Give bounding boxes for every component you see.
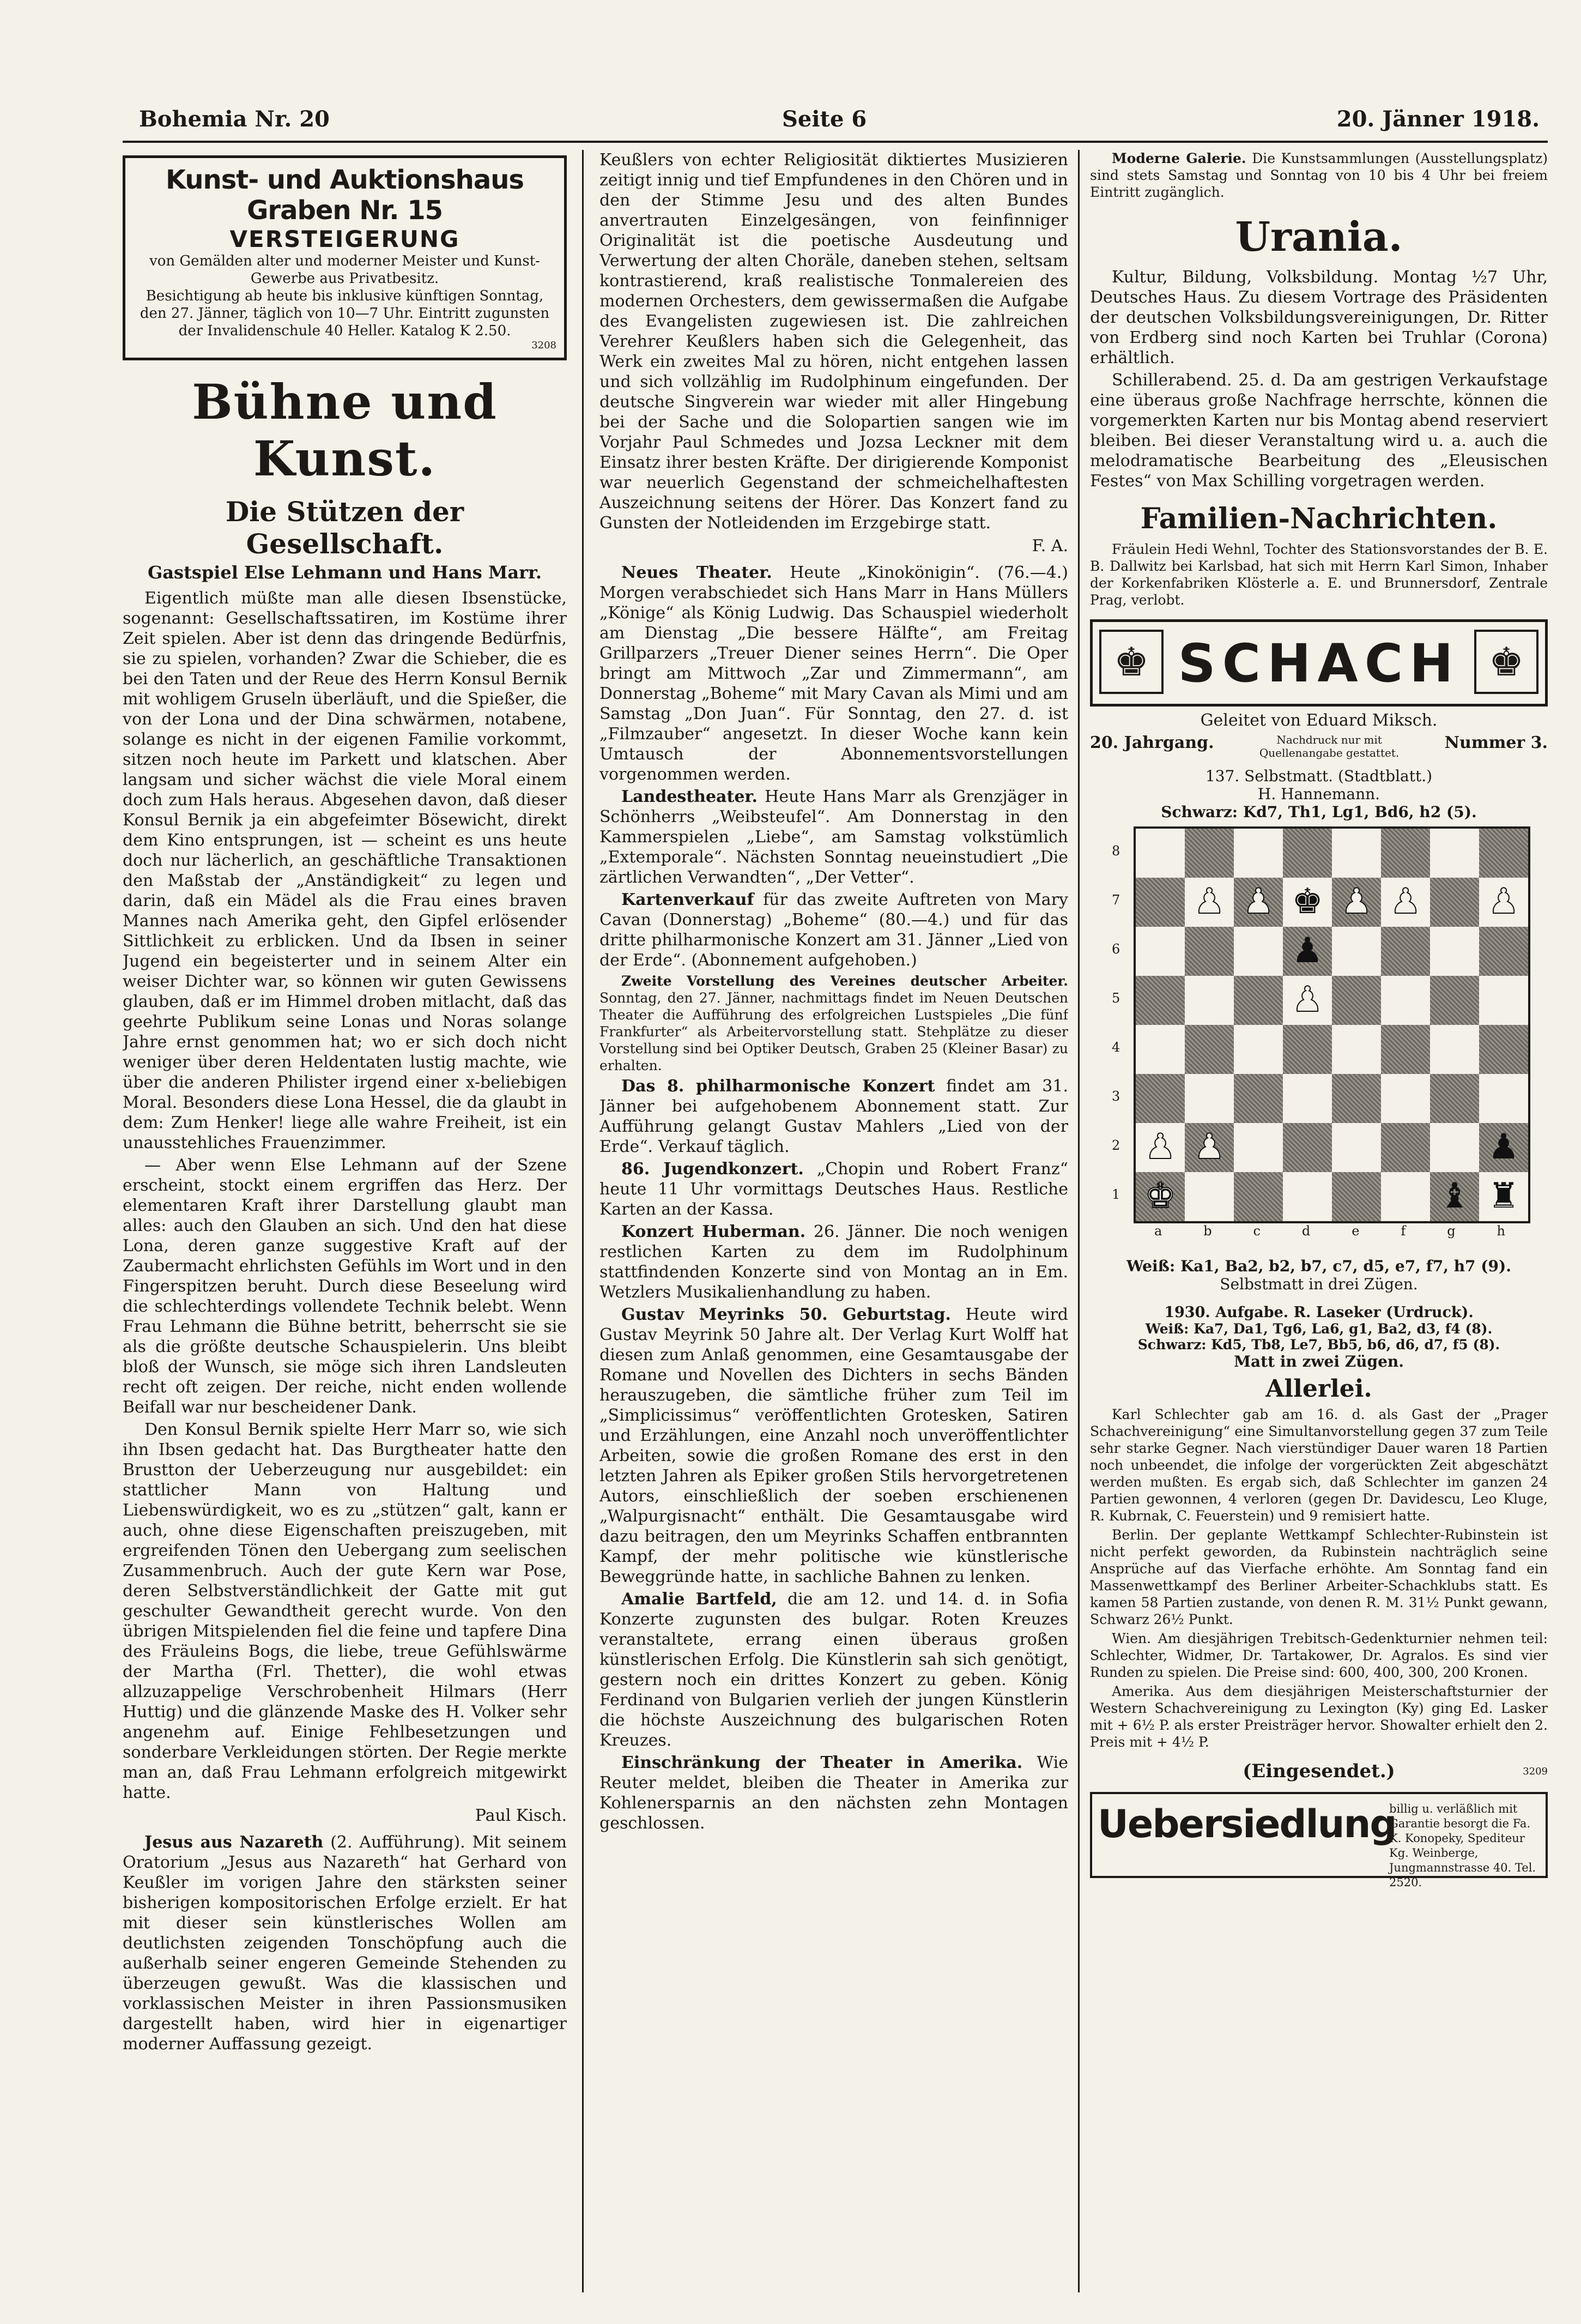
chess-rank-label: 2	[1112, 1138, 1120, 1153]
article-title: Die Stützen der Gesellschaft.	[225, 496, 464, 560]
urania-paragraph: Kultur, Bildung, Volksbildung. Montag ½7 Uhr, Deutsches Haus. Zu diesem Vortrage des Präsidenten der deutschen Volksbildungsvereinigungen, Dr. Ritter von Erdberg sind noch Karten bei Truhlar (Corona) erhältlich.	[1090, 268, 1548, 367]
eingesendet-line	[1090, 1760, 1548, 1782]
gallery-paragraph	[1090, 150, 1548, 201]
chess-square-d6	[1283, 927, 1332, 976]
article-signature: Paul Kisch.	[475, 1806, 567, 1825]
chess-square-f2	[1381, 1123, 1430, 1172]
chess-file-label: h	[1497, 1223, 1505, 1239]
chess-piece-black-T-h1: ♜	[1488, 1176, 1519, 1216]
gallery-text: Die Kunstsammlungen (Ausstellungsplatz) sind stets Samstag und Sonntag von 10 bis 4 Uhr bei freiem Eintritt zugänglich.	[1090, 150, 1548, 200]
family-news-title: Familien-Nachrichten.	[1140, 502, 1498, 535]
news-item	[599, 973, 1068, 1074]
chess-square-c6	[1234, 927, 1283, 976]
family-news-text: Fräulein Hedi Wehnl, Tochter des Stationsvorstandes der B. E. B. Dallwitz bei Karlsbad, hat sich mit Herrn Karl Simon, Inhaber der Korkenfabriken Klösterle a. E. und Brunnersdorf, Zentrale Prag, verlobt.	[1090, 541, 1548, 608]
chess-square-d8	[1283, 829, 1332, 878]
chess-square-d2	[1283, 1123, 1332, 1172]
chess-square-c5	[1234, 976, 1283, 1025]
chess-info-line	[1090, 733, 1548, 759]
chess-square-f5	[1381, 976, 1430, 1025]
ad-reference: 3209	[1523, 1766, 1548, 1777]
chess-file-label: c	[1253, 1223, 1261, 1239]
article-continuation: Keußlers von echter Religiosität diktiertes Musizieren zeitigt innig und tief Empfundenes in den Chören und in den der Stimme Jesu und des alten Bundes anvertrauten Einzelgesängen, von feinfinniger Originalität ist die poetische Ausdeutung und Verwertung der alten Choräle, daneben stehen, seltsam kontrastierend, kraß realistische Tonmalereien des modernen Orchesters, dem gewissermaßen die Aufgabe des Evangelisten zugewiesen ist. Die zahlreichen Verehrer Keußlers haben sich die Gelegenheit, das Werk ein zweites Mal zu hören, nicht entgehen lassen und sich vollzählig im Rudolphinum eingefunden. Der deutsche Singverein war wieder mit aller Hingebung bei der Sache und die Solopartien sangen wie im Vorjahr Paul Schmedes und Jozsa Leckner mit dem Einsatz ihrer besten Kräfte. Der dirigierende Komponist war neuerlich Gegenstand der schmeichelhaftesten Auszeichnung seitens der Hörer. Das Konzert fand zu Gunsten der Notleidenden im Erzgebirge statt.	[599, 150, 1068, 533]
chess-file-labels	[1134, 1223, 1526, 1239]
chess-square-h1	[1479, 1172, 1528, 1221]
chess-piece-white-B-f7: ♟	[1390, 882, 1421, 922]
chess-square-e6	[1332, 927, 1381, 976]
chess-square-b5	[1185, 976, 1234, 1025]
auction-advertisement	[123, 155, 567, 360]
chess-file-label: a	[1154, 1223, 1162, 1239]
chess-reprint-note: Nachdruck nur mit Quellenangabe gestattet.	[1259, 733, 1400, 759]
news-item-text: für das zweite Auftreten von Mary Cavan (Donnerstag) „Boheme“ (80.—4.) und für das dritte philharmonische Konzert am 31. Jänner „Lied von der Erde“. (Abonnement aufgehoben.)	[599, 890, 1068, 970]
masthead-page-number: Seite 6	[782, 106, 867, 132]
news-item-text: 26. Jänner. Die noch wenigen restlichen Karten zu dem im Rudolphinum stattfindenden Konzerte sind von Montag an in Em. Wetzlers Musikalienhandlung zu haben.	[599, 1222, 1068, 1302]
chess-diagram	[1112, 826, 1526, 1241]
news-item-lead: Zweite Vorstellung des Vereines deutscher Arbeiter.	[621, 973, 1068, 989]
chess-square-h7	[1479, 878, 1528, 927]
gallery-lead: Moderne Galerie.	[1112, 150, 1246, 166]
auction-heading: VERSTEIGERUNG	[229, 226, 460, 252]
news-item	[599, 1076, 1068, 1157]
chess-crown-emblem-left: ♚	[1099, 630, 1164, 694]
news-item	[599, 1753, 1068, 1833]
chess-square-b7	[1185, 878, 1234, 927]
chess-square-g8	[1430, 829, 1479, 878]
urania-title: Urania.	[1235, 214, 1403, 261]
news-item-text: Heute „Kinokönigin“. (76.—4.) Morgen verabschiedet sich Hans Marr in Hans Müllers „Könige“ als König Ludwig. Das Schauspiel wiederholt am Dienstag „Die bessere Hälfte“, am Freitag Grillparzers „Treuer Diener seines Herrn“. Die Oper bringt am Mittwoch „Zar und Zimmermann“, am Donnerstag „Boheme“ mit Mary Cavan als Mimi und am Samstag „Don Juan“. Für Sonntag, den 27. d. ist „Filmzauber“ angesetzt. In dieser Woche kann kein Umtausch der Abonnementsvorstellungen vorgenommen werden.	[599, 563, 1068, 784]
section-title-buehne-und-kunst: Bühne und Kunst.	[192, 373, 498, 487]
chess-file-label: e	[1352, 1223, 1360, 1239]
chess-square-c8	[1234, 829, 1283, 878]
chess-square-c3	[1234, 1074, 1283, 1123]
column-rule-2	[1078, 150, 1080, 2292]
masthead-rule	[123, 141, 1548, 143]
column-1	[123, 150, 567, 2309]
news-item-small-block	[599, 973, 1068, 1074]
news-item-lead: Konzert Huberman.	[621, 1222, 806, 1241]
news-item-jesus-aus-nazareth	[123, 1832, 567, 2054]
chess-square-f6	[1381, 927, 1430, 976]
chess-square-c4	[1234, 1025, 1283, 1074]
chess-square-h5	[1479, 976, 1528, 1025]
chess-rank-label: 5	[1112, 991, 1120, 1006]
column-3	[1090, 150, 1548, 2309]
chess-file-label: b	[1203, 1223, 1212, 1239]
news-item	[599, 1159, 1068, 1220]
chess-square-a3	[1136, 1074, 1185, 1123]
chess-square-a5	[1136, 976, 1185, 1025]
news-item-lead: Kartenverkauf	[621, 890, 754, 909]
auction-house-name: Kunst- und Auktionshaus Graben Nr. 15	[166, 165, 524, 226]
chess-square-c1	[1234, 1172, 1283, 1221]
chess-square-d7	[1283, 878, 1332, 927]
chess-piece-white-B-a2: ♟	[1144, 1127, 1176, 1167]
chess-square-a4	[1136, 1025, 1185, 1074]
news-item-text: Heute wird Gustav Meyrink 50 Jahre alt. Der Verlag Kurt Wolff hat diesen zum Anlaß genommen, eine Gesamtausgabe der Romane und Novellen des Dichters in sechs Bänden herauszugeben, die sämtliche früher zum Teil im „Simplicissimus“ veröffentlichten Grotesken, Satiren und Erzählungen, eine Anzahl noch unveröffentlichter Arbeiten, sowie die großen Romane des erst in den letzten Jahren als Epiker großen Stils hervorgetretenen Autors, einschließlich der soeben erschienenen „Walpurgisnacht“ enthält. Die Gesamtausgabe wird dazu beitragen, den um Meyrinks Schaffen entbrannten Kampf, der mehr politische wie künstlerische Beweggründe hatte, in sachliche Bahnen zu lenken.	[599, 1305, 1068, 1586]
chess-white-pieces: Weiß: Ka1, Ba2, b2, b7, c7, d5, e7, f7, h7 (9).	[1126, 1257, 1512, 1275]
chess-square-b3	[1185, 1074, 1234, 1123]
article-subtitle: Gastspiel Else Lehmann und Hans Marr.	[147, 562, 542, 583]
news-item-lead: Einschränkung der Theater in Amerika.	[621, 1753, 1023, 1772]
chess-misc-paragraph: Berlin. Der geplante Wettkampf Schlechter-Rubinstein ist nicht perfekt geworden, da Rubinstein nachträglich seine Ansprüche auf das Vierfache erhöhte. Am Sonntag fand ein Massenwettkampf des Berliner Arbeiter-Schachklubs statt. Es kamen 58 Partien zustande, von denen R. M. 31½ Punkt gewann, Schwarz 26½ Punkt.	[1090, 1527, 1548, 1627]
chess-piece-black-L-g1: ♝	[1439, 1176, 1470, 1216]
gallery-notice	[1090, 150, 1548, 201]
chess-square-d1	[1283, 1172, 1332, 1221]
news-item-text: findet am 31. Jänner bei aufgehobenem Abonnement statt. Zur Aufführung gelangt Gustav Mahlers „Lied von der Erde“. Verkauf täglich.	[599, 1077, 1068, 1156]
chess-square-e5	[1332, 976, 1381, 1025]
chess-square-b8	[1185, 829, 1234, 878]
chess-square-g7	[1430, 878, 1479, 927]
chess-piece-white-B-c7: ♟	[1243, 882, 1274, 922]
article-signature: F. A.	[1032, 536, 1068, 556]
masthead-date: 20. Jänner 1918.	[1336, 106, 1540, 132]
news-item-text: Heute Hans Marr als Grenzjäger in Schönherrs „Weibsteufel“. Am Donnerstag in den Kammerspielen „Liebe“, am Samstag volkstümlich „Extemporale“. Nächsten Sonntag neueinstudiert „Die zärtlichen Verwandten“, „Der Vetter“.	[599, 787, 1068, 887]
news-item-lead: Das 8. philharmonische Konzert	[621, 1077, 935, 1096]
article-paragraph: Eigentlich müßte man alle diesen Ibsenstücke, sogenannt: Gesellschaftssatiren, im Kostüme ihrer Zeit spielen. Aber ist denn das dringende Bedürfnis, sie zu spielen, vorhanden? Zwar die Schieber, die es bei den Taten und der Reue des Herrn Konsul Bernik mit wohligem Gruseln überläuft, und die Spießer, die von der Lona und der Dina schwärmen, notabene, solange es nicht in der eigenen Familie vorkommt, sitzen noch heute im Parkett und klatschen. Aber langsam und sicher wächst die viele Moral einem doch zum Hals heraus. Abgesehen davon, daß dieser Konsul Bernik ja ein abgefeimter Bösewicht, direkt dem Kino entsprungen, ist — scheint es uns heute doch nur lächerlich, an geschäftliche Transaktionen den Maßstab der „Anständigkeit“ zu legen und darin, daß ein Mädel als die Frau eines braven Mannes nach Amerika geht, den Gipfel erlösender Sittlichkeit zu erblicken. Und da Ibsen in seiner Jugend ein begeisterter und in seinem Alter ein weiser Dichter war, so können wir guten Gewissens glauben, daß er im Himmel droben mitlacht, daß das geehrte Publikum seine Lonas und Noras solange Jahre ernst genommen hat; wo er sich doch nicht weniger über deren Heldentaten lustig machte, wie über die anderen Philister irgend einer x-beliebigen Moral. Besonders diese Lona Hessel, die da glaubt in dem: Zum Henker! liege alle wahre Freiheit, ist ein unausstehliches Frauenzimmer.	[123, 589, 567, 1152]
chess-square-c2	[1234, 1123, 1283, 1172]
chess-misc-paragraph: Karl Schlechter gab am 16. d. als Gast der „Prager Schachvereinigung“ eine Simultanvorstellung gegen 37 zum Teile sehr starke Gegner. Nach vierstündiger Dauer waren 18 Partien noch unbeendet, die infolge der vorgerückten Zeit abgeschätzt werden mußten. Es ergab sich, daß Schlechter im ganzen 24 Partien gewonnen, 4 verloren (gegen Dr. Davidescu, Leo Kluge, R. Kubrnak, C. Feuerstein) und 9 remisiert hatte.	[1090, 1407, 1548, 1524]
news-item	[599, 787, 1068, 888]
chess-piece-white-B-h7: ♟	[1488, 882, 1519, 922]
family-news-block	[1090, 541, 1548, 608]
chess-square-f4	[1381, 1025, 1430, 1074]
news-item-lead: Jesus aus Nazareth	[144, 1833, 324, 1852]
auction-ad-reference: 3208	[531, 340, 556, 351]
masthead-newspaper-issue: Bohemia Nr. 20	[139, 106, 330, 132]
chess-square-f7	[1381, 878, 1430, 927]
chess-square-a6	[1136, 927, 1185, 976]
chess-rank-label: 6	[1112, 941, 1120, 957]
chess-square-b4	[1185, 1025, 1234, 1074]
chess-square-e3	[1332, 1074, 1381, 1123]
news-item-lead: Landestheater.	[621, 787, 758, 806]
chess-square-f1	[1381, 1172, 1430, 1221]
article-paragraph: Den Konsul Bernik spielte Herr Marr so, wie sich ihn Ibsen gedacht hat. Das Burgtheater hatte den Brustton der Ueberzeugung nur ausgebildet: ein stattlicher Mann von Haltung und Liebenswürdigkeit, wo es zu „stützen“ galt, kann er auch, ohne diese Eigenschaften preiszugeben, mit ergreifenden Tönen den Uebergang zum seelischen Zusammenbruch. Auch der gute Kern war Pose, deren Selbstverständlichkeit der Gatte mit gut geschulter Gewandtheit gerecht wurde. Von den übrigen Mitspielenden fiel die feine und tapfere Dina des Fräuleins Bogs, die liebe, treue Gefühlswärme der Martha (Frl. Thetter), die wohl etwas allzuzappelige Verschrobenheit Hilmars (Herr Huttig) und die glänzende Maske des H. Volker sehr angenehm auf. Einige Fehlbesetzungen und sonderbare Verkleidungen störten. Der Regie merkte man an, daß Frau Lehmann erfolgreich mitgewirkt hatte.	[123, 1420, 567, 1802]
news-item	[599, 1305, 1068, 1587]
chess-square-e8	[1332, 829, 1381, 878]
news-item-text: (2. Aufführung). Mit seinem Oratorium „Jesus aus Nazareth“ hat Gerhard von Keußler im vorigen Jahre den stärksten seiner bisherigen kompositorischen Erfolge erzielt. Er hat mit dieser sein künstlerisches Wollen am deutlichsten zeigenden Tonschöpfung auch die außerhalb seiner engeren Gemeinde Stehenden zu überzeugen gewußt. Was die klassischen und vorklassischen Meister in ihren Passionsmusiken dargestellt haben, wird hier in eigenartiger moderner Auffassung gezeigt.	[123, 1833, 567, 2054]
chess-piece-black-K-d7: ♚	[1292, 882, 1323, 922]
chess-square-h2	[1479, 1123, 1528, 1172]
chess-square-d3	[1283, 1074, 1332, 1123]
chess-misc-block	[1090, 1406, 1548, 1750]
news-item-lead: 86. Jugendkonzert.	[621, 1160, 804, 1179]
chess-piece-black-B-d6: ♟	[1292, 931, 1323, 971]
chess-piece-white-B-e7: ♟	[1341, 882, 1372, 922]
news-item	[599, 1222, 1068, 1302]
chess-square-g4	[1430, 1025, 1479, 1074]
chess-square-d5	[1283, 976, 1332, 1025]
news-item-text: Wie Reuter meldet, bleiben die Theater in Amerika zur Kohlenersparnis an den nächsten zehn Montagen geschlossen.	[599, 1753, 1068, 1833]
chess-square-h3	[1479, 1074, 1528, 1123]
chess-problem-author: H. Hannemann.	[1257, 785, 1380, 803]
column-rule-1	[582, 150, 584, 2292]
news-item-text: Sonntag, den 27. Jänner, nachmittags findet im Neuen Deutschen Theater die Aufführung des erfolgreichen Lustspieles „Die fünf Frankfurter“ als Arbeitervorstellung statt. Stehplätze zu dieser Vorstellung sind bei Optiker Deutsch, Graben 25 (Kleiner Basar) zu erhalten.	[599, 990, 1068, 1073]
chess-file-label: d	[1301, 1223, 1311, 1239]
chess-square-h8	[1479, 829, 1528, 878]
news-item	[599, 890, 1068, 970]
moving-ad-text: billig u. verläßlich mit Garantie besorgt die Fa. K. Konopeky, Spediteur Kg. Weinberge, Jungmannstrasse 40. Tel. 2520.	[1389, 1802, 1536, 1889]
chess-year: 20. Jahrgang.	[1090, 733, 1214, 752]
auction-description: von Gemälden alter und moderner Meister und Kunst-Gewerbe aus Privatbesitz.	[149, 253, 540, 287]
chess-task2-black: Schwarz: Kd5, Tb8, Le7, Bb5, b6, d6, d7, f5 (8).	[1137, 1337, 1500, 1353]
article-paragraph: — Aber wenn Else Lehmann auf der Szene erscheint, stockt einem ergriffen das Herz. Der elementaren Kraft ihrer Darstellung glaubt man alles: auch den Glauben an sich. Und den hat diese Lona, deren ganze suggestive Kraft auf der Zaubermacht ehrlichsten Gefühls im Wort und in den Fingerspitzen beruht. Durch diese Beseelung wird die schlechterdings vollendete Technik belebt. Wenn Frau Lehmann die Bühne betritt, beherrscht sie sie als die größte deutsche Schauspielerin. Uns bleibt bloß der Wunsch, sie möge sich ihren Landsleuten recht oft zeigen. Der reiche, nicht enden wollende Beifall war nur bescheidener Dank.	[123, 1156, 567, 1417]
chess-misc-paragraph: Amerika. Aus dem diesjährigen Meisterschaftsturnier der Western Schachvereinigung zu Lexington (Ky) ging Ed. Lasker mit + 6½ P. als erster Preisträger hervor. Showalter erhielt den 2. Preis mit + 4½ P.	[1090, 1683, 1548, 1750]
chess-board	[1134, 826, 1530, 1223]
chess-editor: Geleitet von Eduard Miksch.	[1200, 711, 1438, 730]
chess-square-a8	[1136, 829, 1185, 878]
chess-square-h4	[1479, 1025, 1528, 1074]
urania-paragraph: Schillerabend. 25. d. Da am gestrigen Verkaufstage eine überaus große Nachfrage herrschte, können die vorgemerkten Karten nur bis Montag abend reserviert bleiben. Bei dieser Veranstaltung wird u. a. auch die melodramatische Bearbeitung des „Eleusischen Festes“ von Max Schilling vorgetragen werden.	[1090, 371, 1548, 491]
news-item	[599, 563, 1068, 784]
news-item-text: „Chopin und Robert Franz“ heute 11 Uhr vormittags Deutsches Haus. Restliche Karten an der Kassa.	[599, 1160, 1068, 1219]
chess-square-e1	[1332, 1172, 1381, 1221]
chess-problem-title: 137. Selbstmatt. (Stadtblatt.)	[1205, 767, 1433, 785]
chess-piece-white-B-b2: ♟	[1194, 1127, 1225, 1167]
chess-square-e7	[1332, 878, 1381, 927]
chess-square-b6	[1185, 927, 1234, 976]
chess-square-g5	[1430, 976, 1479, 1025]
news-item-text: die am 12. und 14. d. in Sofia Konzerte zugunsten des bulgar. Roten Kreuzes veranstaltete, errang einen überaus großen künstlerischen Erfolg. Die Künstlerin sah sich genötigt, gestern noch ein drittes Konzert zu geben. König Ferdinand von Bulgarien verlieh der jungen Künstlerin die höchste Auszeichnung des bulgarischen Roten Kreuzes.	[599, 1590, 1068, 1750]
chess-banner-word: SCHACH	[1178, 633, 1460, 694]
chess-piece-white-B-d5: ♟	[1292, 980, 1323, 1020]
chess-misc-title: Allerlei.	[1265, 1375, 1372, 1403]
chess-square-e2	[1332, 1123, 1381, 1172]
chess-square-d4	[1283, 1025, 1332, 1074]
chess-file-label: f	[1401, 1223, 1406, 1239]
chess-piece-black-B-h2: ♟	[1488, 1127, 1519, 1167]
chess-rank-labels	[1112, 826, 1120, 1219]
chess-square-g1	[1430, 1172, 1479, 1221]
chess-crown-emblem-right: ♚	[1474, 630, 1538, 694]
chess-square-e4	[1332, 1025, 1381, 1074]
chess-square-g2	[1430, 1123, 1479, 1172]
news-item-lead: Gustav Meyrinks 50. Geburtstag.	[621, 1305, 951, 1324]
chess-square-a1	[1136, 1172, 1185, 1221]
masthead	[139, 106, 1540, 140]
chess-file-label: g	[1447, 1223, 1456, 1239]
chess-square-a7	[1136, 878, 1185, 927]
chess-square-h6	[1479, 927, 1528, 976]
news-item-lead: Amalie Bartfeld,	[621, 1590, 777, 1609]
chess-square-b2	[1185, 1123, 1234, 1172]
news-item	[599, 1589, 1068, 1750]
moving-ad-headline: Uebersiedlung	[1098, 1802, 1396, 1846]
chess-square-c7	[1234, 878, 1283, 927]
column-2	[599, 150, 1068, 2309]
chess-task2-goal: Matt in zwei Zügen.	[1234, 1353, 1404, 1371]
chess-rank-label: 4	[1112, 1040, 1120, 1055]
auction-viewing-info: Besichtigung ab heute bis inklusive künftigen Sonntag, den 27. Jänner, täglich von 10—7 Uhr. Eintritt zugunsten der Invalidenschule 40 Heller. Katalog K 2.50.	[140, 288, 550, 339]
chess-square-b1	[1185, 1172, 1234, 1221]
chess-rank-label: 3	[1112, 1089, 1120, 1104]
chess-piece-white-K-a1: ♚	[1144, 1176, 1176, 1216]
chess-task: Selbstmatt in drei Zügen.	[1220, 1275, 1418, 1293]
chess-black-pieces: Schwarz: Kd7, Th1, Lg1, Bd6, h2 (5).	[1161, 803, 1477, 821]
chess-banner	[1090, 619, 1548, 707]
news-item-lead: Neues Theater.	[621, 563, 772, 582]
chess-rank-label: 7	[1112, 892, 1120, 908]
chess-square-g6	[1430, 927, 1479, 976]
chess-square-g3	[1430, 1074, 1479, 1123]
chess-square-f8	[1381, 829, 1430, 878]
chess-misc-paragraph: Wien. Am diesjährigen Trebitsch-Gedenkturnier nehmen teil: Schlechter, Widmer, Dr. Tartakower, Dr. Agralos. Es sind vier Runden zu spielen. Die Preise sind: 600, 400, 300, 200 Kronen.	[1090, 1631, 1548, 1680]
chess-square-a2	[1136, 1123, 1185, 1172]
chess-rank-label: 8	[1112, 843, 1120, 859]
eingesendet-label: (Eingesendet.)	[1243, 1760, 1395, 1782]
chess-task2-white: Weiß: Ka7, Da1, Tg6, La6, g1, Ba2, d3, f4 (8).	[1145, 1321, 1493, 1337]
chess-number: Nummer 3.	[1444, 733, 1548, 752]
chess-task2-head: 1930. Aufgabe. R. Laseker (Urdruck).	[1164, 1304, 1474, 1321]
chess-piece-white-B-b7: ♟	[1194, 882, 1225, 922]
chess-rank-label: 1	[1112, 1187, 1120, 1202]
moving-advertisement	[1090, 1792, 1548, 1889]
chess-square-f3	[1381, 1074, 1430, 1123]
